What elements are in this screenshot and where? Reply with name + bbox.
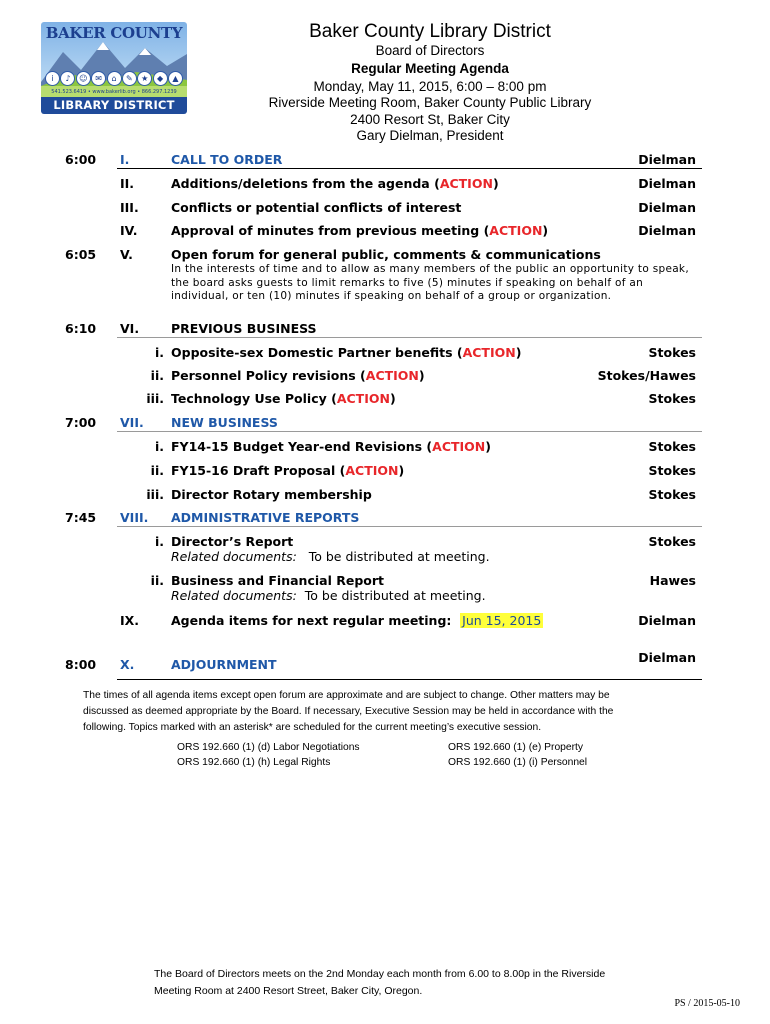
meeting-address: 2400 Resort St, Baker City bbox=[350, 112, 510, 127]
meeting-room: Riverside Meeting Room, Baker County Public Library bbox=[268, 95, 592, 110]
agenda-time: 6:05 bbox=[65, 247, 97, 262]
agenda-time: 6:10 bbox=[65, 321, 97, 336]
agenda-presenter: Hawes bbox=[649, 573, 696, 588]
logo-title: BAKER COUNTY bbox=[45, 24, 183, 42]
agenda-item-adjournment: ADJOURNMENT bbox=[171, 657, 277, 672]
agenda-item-next-meeting: Agenda items for next regular meeting: Jun 15, 2015 bbox=[171, 613, 542, 628]
action-label: ACTION bbox=[365, 368, 419, 383]
action-label: ACTION bbox=[489, 223, 543, 238]
section-divider bbox=[117, 526, 702, 527]
agenda-number: V. bbox=[120, 247, 133, 262]
agenda-number: IV. bbox=[120, 223, 138, 238]
logo-contact: 541.523.6419 • www.bakerlib.org • 866.297.1239 bbox=[51, 89, 177, 95]
agenda-number: II. bbox=[120, 176, 135, 191]
section-divider bbox=[117, 337, 702, 338]
agenda-time: 8:00 bbox=[65, 657, 97, 672]
agenda-item-conflicts: Conflicts or potential conflicts of interest bbox=[171, 200, 462, 215]
sub-item-number: i. bbox=[154, 439, 164, 454]
sub-item-rotary-membership: Director Rotary membership bbox=[171, 487, 372, 502]
sub-item-number: ii. bbox=[150, 463, 164, 478]
agenda-presenter: Stokes bbox=[648, 345, 696, 360]
agenda-presenter: Stokes/Hawes bbox=[597, 368, 696, 383]
agenda-time: 6:00 bbox=[65, 152, 97, 167]
action-label: ACTION bbox=[439, 176, 493, 191]
agenda-number: VI. bbox=[120, 321, 140, 336]
info-icon: i bbox=[45, 71, 60, 86]
agenda-time: 7:45 bbox=[65, 510, 97, 525]
agenda-presenter: Dielman bbox=[638, 223, 696, 238]
agenda-item-call-to-order: CALL TO ORDER bbox=[171, 152, 283, 167]
agenda-item-open-forum: Open forum for general public, comments & communications bbox=[171, 247, 601, 262]
related-documents: Related documents: To be distributed at meeting. bbox=[171, 549, 490, 564]
pencil-icon: ✎ bbox=[122, 71, 137, 86]
agenda-presenter: Dielman bbox=[638, 176, 696, 191]
agenda-presenter: Dielman bbox=[638, 152, 696, 167]
agenda-item-new-business: NEW BUSINESS bbox=[171, 415, 278, 430]
sub-item-budget-revisions: FY14-15 Budget Year-end Revisions (ACTION) bbox=[171, 439, 491, 454]
sub-item-domestic-partner: Opposite-sex Domestic Partner benefits (ACTION) bbox=[171, 345, 522, 360]
sub-item-number: i. bbox=[154, 345, 164, 360]
meeting-datetime: Monday, May 11, 2015, 6:00 – 8:00 pm bbox=[313, 79, 547, 94]
board-name: Board of Directors bbox=[375, 43, 485, 58]
document-title: Baker County Library District bbox=[309, 21, 551, 42]
sub-item-directors-report: Director’s Report bbox=[171, 534, 294, 549]
agenda-presenter: Dielman bbox=[638, 650, 696, 665]
related-documents: Related documents: To be distributed at meeting. bbox=[171, 588, 486, 603]
star-icon: ★ bbox=[137, 71, 152, 86]
ors-item: ORS 192.660 (1) (e) Property bbox=[448, 742, 584, 753]
agenda-number: I. bbox=[120, 152, 130, 167]
sub-item-number: iii. bbox=[146, 391, 164, 406]
mail-icon: ✉ bbox=[91, 71, 106, 86]
sub-item-technology-policy: Technology Use Policy (ACTION) bbox=[171, 391, 396, 406]
agenda-presenter: Dielman bbox=[638, 200, 696, 215]
smile-icon: ☺ bbox=[76, 71, 91, 86]
agenda-presenter: Stokes bbox=[648, 487, 696, 502]
action-label: ACTION bbox=[345, 463, 399, 478]
section-divider bbox=[117, 431, 702, 432]
agenda-presenter: Stokes bbox=[648, 534, 696, 549]
agenda-time: 7:00 bbox=[65, 415, 97, 430]
regular-meeting-note: The Board of Directors meets on the 2nd Monday each month from 6.00 to 8.00p in the Riverside Meeting Room at 2400 Resort Street, Baker City, Oregon. bbox=[154, 968, 606, 997]
agenda-item-previous-business: PREVIOUS BUSINESS bbox=[171, 321, 317, 336]
action-label: ACTION bbox=[432, 439, 486, 454]
agenda-presenter: Stokes bbox=[648, 439, 696, 454]
agenda-presenter: Stokes bbox=[648, 463, 696, 478]
agenda-number: III. bbox=[120, 200, 139, 215]
section-divider bbox=[117, 679, 702, 680]
schedule-note: The times of all agenda items except open forum are approximate and are subject to change. Other matters may be discussed as deemed appropriate by the Board. If necessary, Executive Session may be held in accordance with the following. Topics marked with an asterisk* are scheduled for the current meeting’s executive session. bbox=[83, 690, 614, 733]
open-forum-description: In the interests of time and to allow as many members of the public an opportunity to speak, the board asks guests to limit remarks to five (5) minutes if speaking on behalf of an individual, or ten (10) minutes if speaking on behalf of a group or organization. bbox=[171, 263, 689, 302]
agenda-item-approval-minutes: Approval of minutes from previous meeting (ACTION) bbox=[171, 223, 549, 238]
agenda-number: X. bbox=[120, 657, 135, 672]
agenda-number: VII. bbox=[120, 415, 144, 430]
meeting-type: Regular Meeting Agenda bbox=[351, 61, 509, 76]
sub-item-number: ii. bbox=[150, 368, 164, 383]
sub-item-number: i. bbox=[154, 534, 164, 549]
action-label: ACTION bbox=[336, 391, 390, 406]
board-president: Gary Dielman, President bbox=[356, 128, 504, 143]
library-logo bbox=[41, 22, 187, 114]
agenda-number: IX. bbox=[120, 613, 140, 628]
agenda-item-additions: Additions/deletions from the agenda (ACTION) bbox=[171, 176, 499, 191]
sub-item-number: iii. bbox=[146, 487, 164, 502]
agenda-presenter: Stokes bbox=[648, 391, 696, 406]
agenda-number: VIII. bbox=[120, 510, 149, 525]
agenda-presenter: Dielman bbox=[638, 613, 696, 628]
section-divider bbox=[117, 168, 702, 169]
triangle-icon: ▲ bbox=[168, 71, 183, 86]
ors-item: ORS 192.660 (1) (d) Labor Negotiations bbox=[177, 742, 360, 753]
logo-icon-row bbox=[45, 70, 183, 86]
diamond-icon: ◆ bbox=[153, 71, 168, 86]
home-icon: ⌂ bbox=[107, 71, 122, 86]
music-icon: ♪ bbox=[60, 71, 75, 86]
sub-item-draft-proposal: FY15-16 Draft Proposal (ACTION) bbox=[171, 463, 405, 478]
logo-band: LIBRARY DISTRICT bbox=[41, 97, 187, 114]
ors-item: ORS 192.660 (1) (i) Personnel bbox=[448, 757, 588, 768]
sub-item-number: ii. bbox=[150, 573, 164, 588]
next-meeting-date: Jun 15, 2015 bbox=[462, 613, 542, 628]
ors-item: ORS 192.660 (1) (h) Legal Rights bbox=[177, 757, 331, 768]
document-stamp: PS / 2015-05-10 bbox=[674, 998, 740, 1009]
sub-item-personnel-policy: Personnel Policy revisions (ACTION) bbox=[171, 368, 425, 383]
action-label: ACTION bbox=[462, 345, 516, 360]
sub-item-financial-report: Business and Financial Report bbox=[171, 573, 384, 588]
agenda-item-administrative-reports: ADMINISTRATIVE REPORTS bbox=[171, 510, 360, 525]
